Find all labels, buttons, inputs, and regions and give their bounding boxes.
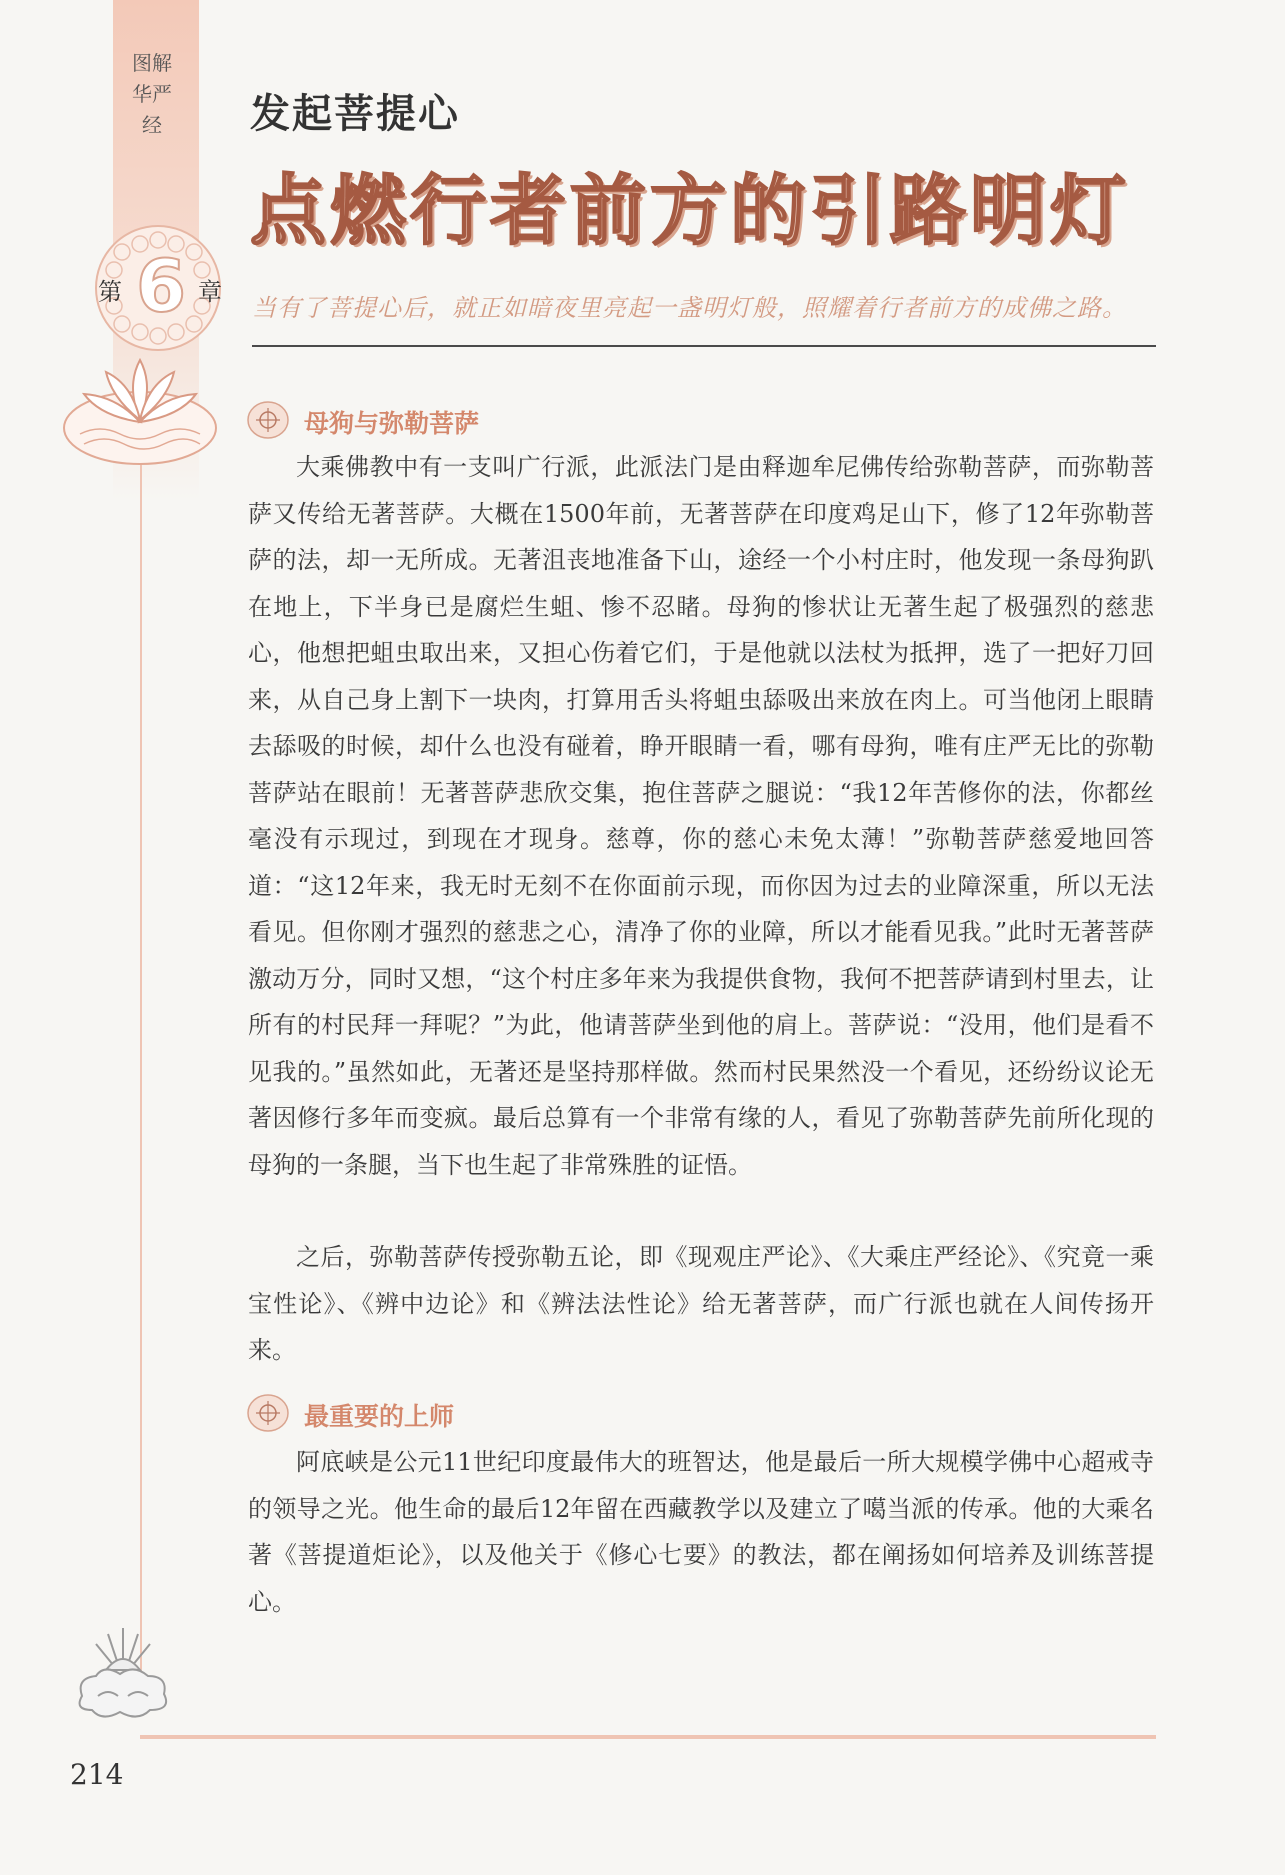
page-subtitle: 当有了菩提心后，就正如暗夜里亮起一盏明灯般，照耀着行者前方的成佛之路。 — [252, 294, 1127, 322]
chapter-suffix: 章 — [198, 278, 222, 306]
page-title: 点燃行者前方的引路明灯 — [250, 166, 1130, 255]
page-number: 214 — [70, 1758, 124, 1791]
section-title: 母狗与弥勒菩萨 — [304, 409, 480, 438]
body-paragraph: 大乘佛教中有一支叫广行派，此派法门是由释迦牟尼佛传给弥勒菩萨，而弥勒菩萨又传给无著菩萨。大概在1500年前，无著菩萨在印度鸡足山下，修了12年弥勒菩萨的法，却一无所成。无著沮丧地准备下山，途经一个小村庄时，他发现一条母狗趴在地上，下半身已是腐烂生蛆、惨不忍睹。母狗的惨状让无著生起了极强烈的慈悲心，他想把蛆虫取出来，又担心伤着它们，于是他就以法杖为抵押，选了一把好刀回来，从自己身上割下一块肉，打算用舌头将蛆虫舔吸出来放在肉上。可当他闭上眼睛去舔吸的时候，却什么也没有碰着，睁开眼睛一看，哪有母狗，唯有庄严无比的弥勒菩萨站在眼前！无著菩萨悲欣交集，抱住菩萨之腿说：“我12年苦修你的法，你都丝毫没有示现过，到现在才现身。慈尊，你的慈心未免太薄！”弥勒菩萨慈爱地回答道：“这12年来，我无时无刻不在你面前示现，而你因为过去的业障深重，所以无法看见。但你刚才强烈的慈悲之心，清净了你的业障，所以才能看见我。”此时无著菩萨激动万分，同时又想，“这个村庄多年来为我提供食物，我何不把菩萨请到村里去，让所有的村民拜一拜呢？”为此，他请菩萨坐到他的肩上。菩萨说：“没用，他们是看不见我的。”虽然如此，无著还是坚持那样做。然而村民果然没一个看见，还纷纷议论无著因修行多年而变疯。最后总算有一个非常有缘的人，看见了弥勒菩萨先前所化现的母狗的一条腿，当下也生起了非常殊胜的证悟。 — [248, 453, 1154, 1179]
cloud-ornament-icon — [68, 1618, 178, 1728]
body-paragraph: 阿底峡是公元11世纪印度最伟大的班智达，他是最后一所大规模学佛中心超戒寺的领导之光。他生命的最后12年留在西藏教学以及建立了噶当派的传承。他的大乘名著《菩提道炬论》，以及他关于《修心七要》的教法，都在阐扬如何培养及训练菩提心。 — [248, 1448, 1154, 1616]
chapter-number: 6 — [135, 244, 187, 328]
dharma-wheel-icon — [246, 400, 290, 440]
chapter-label — [96, 244, 222, 328]
chapter-kicker: 发起菩提心 — [250, 90, 460, 137]
footer-rule — [140, 1735, 1156, 1739]
dharma-wheel-icon — [246, 1393, 290, 1433]
section-title: 最重要的上师 — [304, 1402, 455, 1431]
header-divider — [252, 345, 1156, 347]
side-rule — [140, 430, 142, 1680]
lotus-icon — [60, 350, 220, 470]
series-title: 图解华严经 — [132, 51, 172, 137]
chapter-prefix: 第 — [98, 278, 122, 306]
body-paragraph: 之后，弥勒菩萨传授弥勒五论，即《现观庄严论》、《大乘庄严经论》、《究竟一乘宝性论》、《辨中边论》和《辨法法性论》给无著菩萨，而广行派也就在人间传扬开来。 — [248, 1243, 1154, 1364]
